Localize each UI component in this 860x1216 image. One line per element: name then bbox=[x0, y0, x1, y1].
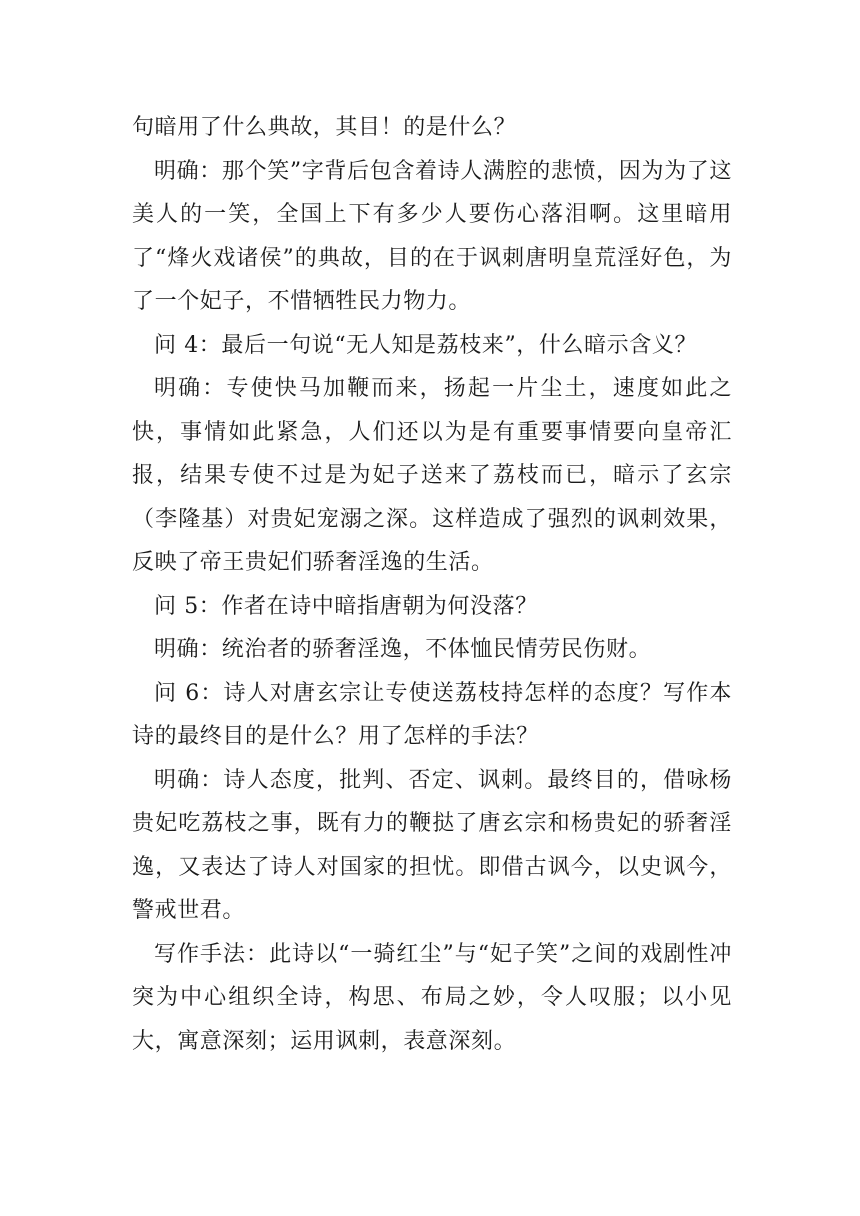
paragraph-question-5: 问 5：作者在诗中暗指唐朝为何没落？ bbox=[154, 593, 538, 619]
document-body bbox=[132, 106, 732, 1063]
paragraph-answer-6: 明确：诗人态度，批判、否定、讽刺。最终目的，借咏杨贵妃吃荔枝之事，既有力的鞭挞了唐玄宗和杨贵妃的骄奢淫逸，又表达了诗人对国家的担忧。即借古讽今，以史讽今，警戒世君。 bbox=[132, 767, 732, 923]
paragraph-answer-3: 明确：那个笑”字背后包含着诗人满腔的悲愤，因为为了这美人的一笑，全国上下有多少人要伤心落泪啊。这里暗用了“烽火戏诸侯”的典故，目的在于讽刺唐明皇荒淫好色，为了一个妃子，不惜牺牲民力物力。 bbox=[132, 158, 732, 314]
paragraph-continuation: 句暗用了什么典故，其目！的是什么？ bbox=[132, 115, 517, 140]
paragraph-writing-technique: 写作手法：此诗以“一骑红尘”与“妃子笑”之间的戏剧性冲突为中心组织全诗，构思、布局之妙，令人叹服；以小见大，寓意深刻；运用讽刺，表意深刻。 bbox=[132, 941, 732, 1054]
paragraph-question-4: 问 4：最后一句说“无人知是荔枝来”，什么暗示含义？ bbox=[154, 332, 698, 358]
paragraph-answer-4: 明确：专使快马加鞭而来，扬起一片尘土，速度如此之快，事情如此紧急，人们还以为是有重要事情要向皇帝汇报，结果专使不过是为妃子送来了荔枝而已，暗示了玄宗（李隆基）对贵妃宠溺之深。这样造成了强烈的讽刺效果，反映了帝王贵妃们骄奢淫逸的生活。 bbox=[132, 376, 732, 575]
paragraph-question-6: 问 6：诗人对唐玄宗让专使送荔枝持怎样的态度？写作本诗的最终目的是什么？用了怎样的手法？ bbox=[132, 680, 732, 749]
paragraph-answer-5: 明确：统治者的骄奢淫逸，不体恤民情劳民伤财。 bbox=[154, 637, 652, 662]
